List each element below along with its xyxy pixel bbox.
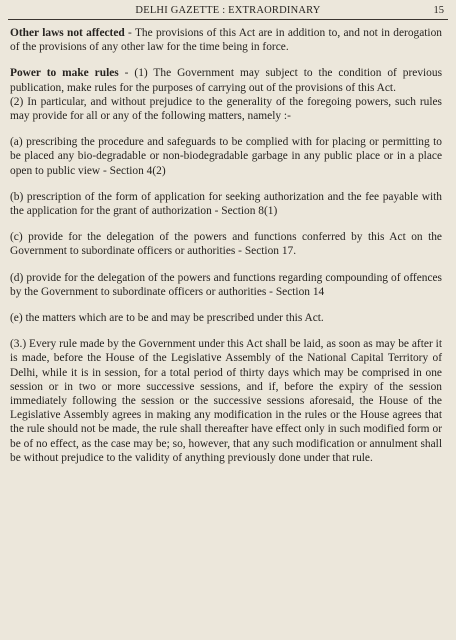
heading-power-rules: Power to make rules bbox=[10, 67, 119, 80]
subsection-3: (3.) Every rule made by the Government under this Act shall be laid, as soon as may be after it is made, before the House of the Legislative Assembly of the National Capital Territory of Delhi, while it is in session, for a total period of thirty days which may be comprised in one session or in two or more successive sessions, and if, before the expiry of the session immediately following the session or the successive sessions aforesaid, the House of the Legislative Assembly agrees in making any modification in the rules or the House agrees that the rule should not be made, the rule shall thereafter have effect only in such modified form or be of no effect, as the case may be; so, however, that any such modification or annulment shall be without prejudice to the validity of anything previously done under that rule. bbox=[10, 338, 442, 464]
clause-c: (c) provide for the delegation of the powers and functions conferred by this Act on the Government to subordinate officers or authorities - Section 17. bbox=[10, 231, 442, 258]
para-other-laws bbox=[10, 26, 442, 54]
text-other-laws: - The provisions of this Act are in addition to, and not in derogation of the provisions of any other law for the time being in force. bbox=[10, 27, 442, 54]
clause-d: (d) provide for the delegation of the powers and functions regarding compounding of offences by the Government to subordinate officers or authorities - Section 14 bbox=[10, 271, 442, 298]
para-power-rules bbox=[10, 66, 442, 94]
header-title: DELHI GAZETTE : EXTRAORDINARY bbox=[135, 5, 321, 16]
para-power-rules-2: (2) In particular, and without prejudice to the generality of the foregoing powers, such rules may provide for all or any of the following matters, namely :- bbox=[10, 95, 442, 123]
clause-a: (a) prescribing the procedure and safeguards to be complied with for placing or permitting to be placed any bio-degradable or non-biodegradable garbage in any public place or in a place open to public view - Section 4(2) bbox=[10, 136, 442, 177]
page-number: 15 bbox=[433, 5, 444, 16]
header-rule bbox=[8, 19, 448, 20]
heading-other-laws: Other laws not affected bbox=[10, 27, 125, 39]
document-body bbox=[10, 26, 442, 477]
text-power-rules-1: - (1) The Government may subject to the condition of previous publication, make rules for the purposes of carrying out of the provisions of this Act. bbox=[10, 67, 443, 94]
clause-e: (e) the matters which are to be and may be prescribed under this Act. bbox=[10, 312, 324, 325]
clause-b: (b) prescription of the form of application for seeking authorization and the fee payable with the application for the grant of authorization - Section 8(1) bbox=[10, 190, 442, 218]
